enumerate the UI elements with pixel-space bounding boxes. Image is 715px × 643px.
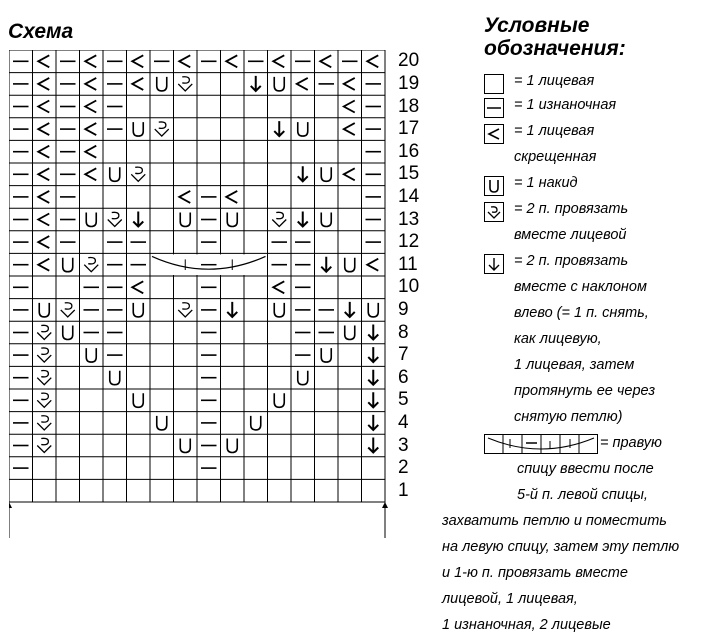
k2tog-left-slant-symbol <box>298 212 308 227</box>
legend-twisted-label-1: = 1 лицевая <box>514 123 595 139</box>
twisted-knit-symbol <box>132 78 143 90</box>
row-number: 17 <box>398 118 420 140</box>
row-number: 6 <box>398 366 409 388</box>
legend-ssk-label-6: протянуть ее через <box>514 383 656 399</box>
twisted-knit-symbol <box>38 55 49 67</box>
k2tog-left-slant-symbol <box>368 415 378 430</box>
legend-ssk-label-3: влево (= 1 п. снять, <box>514 305 649 321</box>
yarn-over-symbol <box>274 77 284 91</box>
row-number: 11 <box>398 253 418 275</box>
legend-twisted-label-2: скрещенная <box>514 149 597 165</box>
yarn-over-symbol <box>321 348 331 362</box>
k2tog-symbol <box>178 303 192 317</box>
yarn-over-symbol <box>345 258 355 272</box>
twisted-knit-symbol <box>38 123 49 135</box>
yarn-over-symbol <box>133 393 143 407</box>
yarn-over-symbol <box>39 303 49 317</box>
yarn-over-symbol <box>298 371 308 385</box>
chart-title: Схема <box>8 20 74 43</box>
twisted-knit-symbol <box>38 78 49 90</box>
legend-note-3: и 1-ю п. провязать вместе <box>442 565 628 581</box>
row-number: 12 <box>398 231 420 253</box>
yarn-over-symbol <box>133 122 143 136</box>
row-number: 10 <box>398 276 420 298</box>
twisted-knit-symbol <box>179 191 190 203</box>
k2tog-symbol <box>272 212 286 226</box>
legend-ssk-label-5: 1 лицевая, затем <box>514 357 635 373</box>
legend-knit-label: = 1 лицевая <box>514 73 595 89</box>
twisted-knit-symbol <box>320 55 331 67</box>
row-number: 7 <box>398 344 409 366</box>
k2tog-symbol <box>178 77 192 91</box>
yarn-over-symbol <box>63 258 73 272</box>
k2tog-symbol <box>37 371 51 385</box>
cable-symbol-icon <box>484 434 598 454</box>
yarn-over-symbol <box>298 122 308 136</box>
yarn-over-symbol <box>86 213 96 227</box>
twisted-knit-symbol <box>226 191 237 203</box>
row-number: 5 <box>398 389 409 411</box>
yarn-over-symbol <box>86 348 96 362</box>
legend-cable-label-1: = правую <box>600 435 662 451</box>
twisted-knit-symbol <box>38 168 49 180</box>
twisted-knit-symbol <box>132 55 143 67</box>
legend-note-1: захватить петлю и поместить <box>442 513 667 529</box>
row-number: 1 <box>398 479 409 501</box>
k2tog-symbol <box>37 348 51 362</box>
k2tog-left-slant-symbol <box>368 347 378 362</box>
twisted-knit-symbol <box>85 78 96 90</box>
k2tog-left-slant-symbol <box>298 166 308 181</box>
grid-lines <box>9 50 385 502</box>
twisted-knit-symbol <box>367 259 378 271</box>
twisted-knit-symbol <box>38 259 49 271</box>
arrow-head-icon <box>382 502 388 508</box>
twisted-knit-symbol <box>226 55 237 67</box>
yarn-over-symbol <box>157 77 167 91</box>
yarn-over-symbol <box>110 167 120 181</box>
legend-purl-label: = 1 изнаночная <box>514 97 617 113</box>
twisted-knit-symbol <box>132 281 143 293</box>
legend-note-5: 1 изнаночная, 2 лицевые <box>442 617 611 633</box>
knitting-chart-grid <box>9 50 389 560</box>
legend-k2tog-label-2: вместе лицевой <box>514 227 627 243</box>
k2tog-left-icon <box>484 254 504 274</box>
knit-icon <box>484 74 504 94</box>
yarn-over-symbol <box>274 393 284 407</box>
legend-ssk-label-7: снятую петлю) <box>514 409 623 425</box>
twisted-knit-symbol <box>297 78 308 90</box>
yarn-over-symbol <box>251 416 261 430</box>
yarn-over-symbol <box>321 167 331 181</box>
twisted-knit-icon <box>484 124 504 144</box>
k2tog-left-slant-symbol <box>368 370 378 385</box>
twisted-knit-symbol <box>38 101 49 113</box>
twisted-knit-symbol <box>344 101 355 113</box>
k2tog-left-slant-symbol <box>133 212 143 227</box>
twisted-knit-symbol <box>38 191 49 203</box>
row-number: 4 <box>398 411 409 433</box>
k2tog-left-slant-symbol <box>274 121 284 136</box>
yarn-over-icon <box>484 176 504 196</box>
k2tog-left-slant-symbol <box>227 302 237 317</box>
row-number: 19 <box>398 72 420 94</box>
row-number: 9 <box>398 298 409 320</box>
legend-k2tog-label-1: = 2 п. провязать <box>514 201 629 217</box>
legend-title-line1: Условные <box>484 14 590 37</box>
k2tog-left-slant-symbol <box>368 325 378 340</box>
legend-cable-label-3: 5-й п. левой спицы, <box>517 487 648 503</box>
twisted-knit-symbol <box>85 168 96 180</box>
row-number: 8 <box>398 321 409 343</box>
legend-ssk-label-1: = 2 п. провязать <box>514 253 629 269</box>
row-number: 3 <box>398 434 409 456</box>
legend-note-2: на левую спицу, затем эту петлю <box>442 539 680 555</box>
k2tog-symbol <box>37 438 51 452</box>
yarn-over-symbol <box>321 213 331 227</box>
yarn-over-symbol <box>180 439 190 453</box>
yarn-over-symbol <box>274 303 284 317</box>
twisted-knit-symbol <box>344 123 355 135</box>
twisted-knit-symbol <box>273 281 284 293</box>
legend-ssk-label-4: как лицевую, <box>514 331 602 347</box>
twisted-knit-symbol <box>38 214 49 226</box>
purl-icon <box>484 98 504 118</box>
twisted-knit-symbol <box>85 146 96 158</box>
k2tog-symbol <box>84 258 98 272</box>
twisted-knit-symbol <box>38 236 49 248</box>
row-number: 18 <box>398 95 420 117</box>
k2tog-symbol <box>108 212 122 226</box>
twisted-knit-symbol <box>38 146 49 158</box>
k2tog-symbol <box>37 325 51 339</box>
row-number: 14 <box>398 185 420 207</box>
legend-yo-label: = 1 накид <box>514 175 578 191</box>
twisted-knit-symbol <box>273 55 284 67</box>
k2tog-symbol <box>131 167 145 181</box>
cable-cross-symbol <box>151 254 267 275</box>
twisted-knit-symbol <box>85 55 96 67</box>
k2tog-symbol <box>37 393 51 407</box>
k2tog-icon <box>484 202 504 222</box>
twisted-knit-symbol <box>85 123 96 135</box>
yarn-over-symbol <box>63 326 73 340</box>
legend-title-line2: обозначения: <box>484 37 626 60</box>
k2tog-left-slant-symbol <box>368 438 378 453</box>
twisted-knit-symbol <box>85 101 96 113</box>
k2tog-left-slant-symbol <box>251 76 261 91</box>
row-number: 15 <box>398 163 420 185</box>
row-number: 2 <box>398 457 409 479</box>
row-number: 16 <box>398 140 420 162</box>
yarn-over-symbol <box>180 213 190 227</box>
yarn-over-symbol <box>227 439 237 453</box>
legend-ssk-label-2: вместе с наклоном <box>514 279 647 295</box>
yarn-over-symbol <box>110 371 120 385</box>
row-number: 20 <box>398 50 420 72</box>
twisted-knit-symbol <box>344 78 355 90</box>
k2tog-left-slant-symbol <box>368 392 378 407</box>
yarn-over-symbol <box>157 416 167 430</box>
yarn-over-symbol <box>133 303 143 317</box>
k2tog-symbol <box>37 416 51 430</box>
k2tog-left-slant-symbol <box>321 257 331 272</box>
k2tog-symbol <box>61 303 75 317</box>
row-number: 13 <box>398 208 420 230</box>
yarn-over-symbol <box>227 213 237 227</box>
yarn-over-symbol <box>345 326 355 340</box>
k2tog-left-slant-symbol <box>345 302 355 317</box>
legend-note-4: лицевой, 1 лицевая, <box>442 591 578 607</box>
k2tog-symbol <box>155 122 169 136</box>
legend-cable-label-2: спицу ввести после <box>517 461 654 477</box>
twisted-knit-symbol <box>344 168 355 180</box>
twisted-knit-symbol <box>179 55 190 67</box>
twisted-knit-symbol <box>367 55 378 67</box>
yarn-over-symbol <box>368 303 378 317</box>
